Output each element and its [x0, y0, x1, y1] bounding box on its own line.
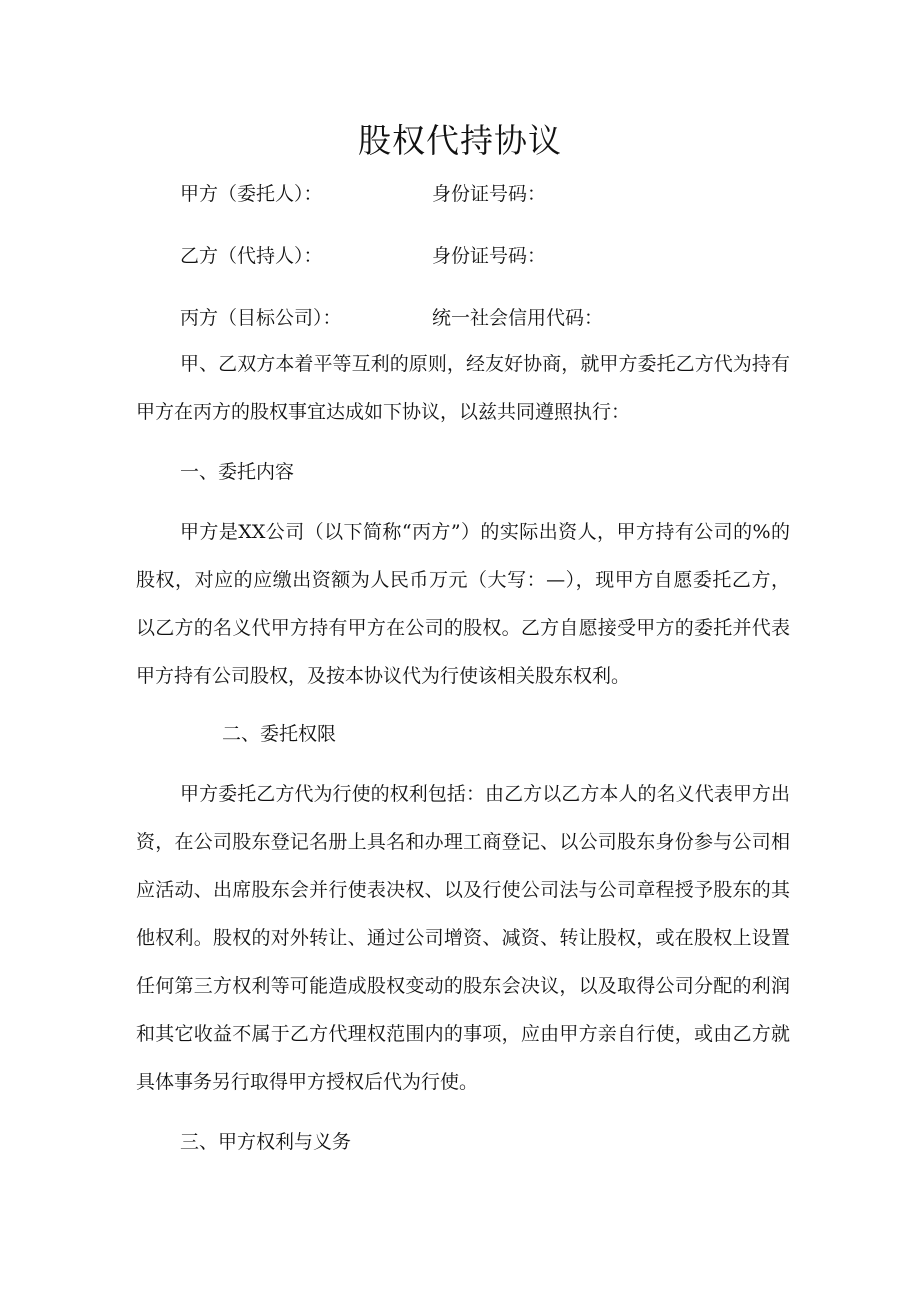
party-a-label: 甲方（委托人）： [180, 183, 323, 205]
party-c-label: 丙方（目标公司）： [180, 307, 342, 329]
party-b-label: 乙方（代持人）： [180, 245, 323, 267]
section-2-body: 甲方委托乙方代为行使的权利包括：由乙方以乙方本人的名义代表甲方出资，在公司股东登记名册上具名和办理工商登记、以公司股东身份参与公司相应活动、出席股东会并行使表决权、以及行使公司法与公司章程授予股东的其他权利。股权的对外转让、通过公司增资、减资、转让股权，或在股权上设置任何第三方权利等可能造成股权变动的股东会决议，以及取得公司分配的利润和其它收益不属于乙方代理权范围内的事项，应由甲方亲自行使，或由乙方就具体事务另行取得甲方授权后代为行使。 [136, 783, 790, 1093]
intro-paragraph: 甲、乙双方本着平等互利的原则，经友好协商，就甲方委托乙方代为持有甲方在丙方的股权事宜达成如下协议，以兹共同遵照执行： [136, 353, 790, 423]
section-3-heading: 三、甲方权利与义务 [180, 1131, 352, 1153]
document-title: 股权代持协议 [358, 121, 562, 160]
section-1-heading: 一、委托内容 [180, 461, 295, 483]
section-1-body: 甲方是XX公司（以下简称“丙方”）的实际出资人，甲方持有公司的%的股权，对应的应缴出资额为人民币万元（大写：—），现甲方自愿委托乙方，以乙方的名义代甲方持有甲方在公司的股权。乙方自愿接受甲方的委托并代表甲方持有公司股权，及按本协议代为行使该相关股东权利。 [136, 521, 790, 687]
party-b-id-label: 身份证号码： [432, 245, 547, 267]
party-c-credit-code-label: 统一社会信用代码： [432, 307, 604, 329]
party-a-id-label: 身份证号码： [432, 183, 547, 205]
section-2-heading: 二、委托权限 [222, 723, 337, 745]
